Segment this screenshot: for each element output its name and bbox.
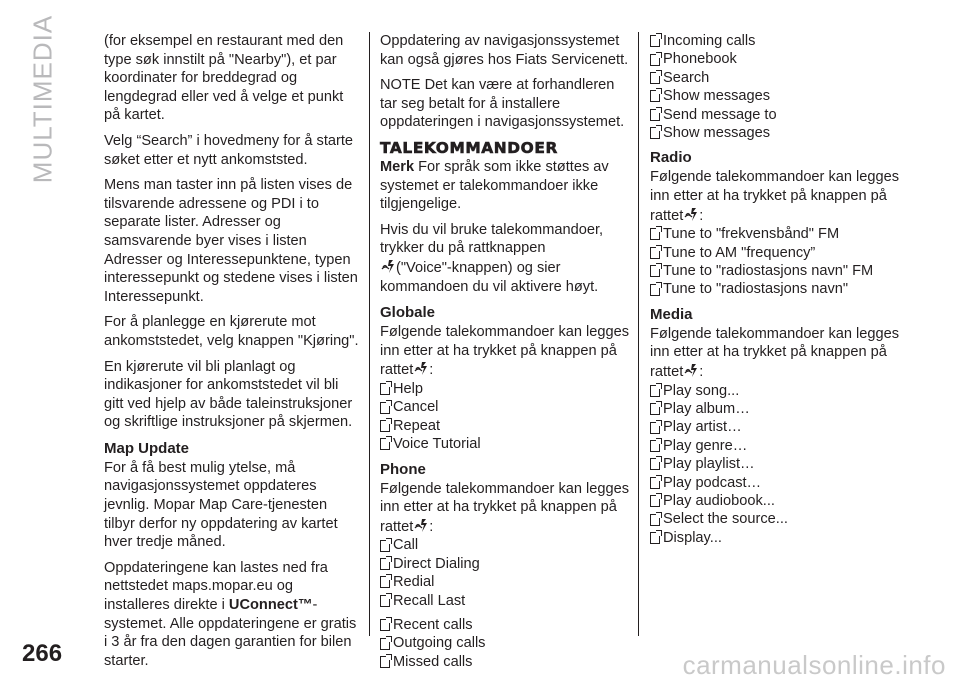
list-item bbox=[380, 555, 634, 573]
command-bullet-icon bbox=[380, 595, 390, 607]
command-text: Play playlist… bbox=[663, 456, 755, 473]
command-bullet-icon bbox=[650, 385, 660, 397]
command-text: Tune to "frekvensbånd" FM bbox=[663, 226, 840, 243]
command-bullet-icon bbox=[650, 422, 660, 434]
command-text: Cancel bbox=[393, 399, 439, 416]
command-text: Play song... bbox=[663, 382, 740, 399]
command-text: Play artist… bbox=[663, 419, 742, 436]
command-bullet-icon bbox=[380, 638, 390, 650]
command-text: Redial bbox=[393, 574, 435, 591]
page-number: 266 bbox=[22, 640, 63, 667]
section-side-label bbox=[6, 14, 80, 184]
list-item bbox=[650, 87, 900, 105]
command-bullet-icon bbox=[650, 35, 660, 47]
command-text: Play podcast… bbox=[663, 474, 762, 491]
paragraph: Mens man taster inn på listen vises de tilsvarende adressene og PDI i to separate lister. Adresser og samsvarende byer vises i listen Adresser og Interessepunktene, typen interessepunkt og stedene vises i listen Interessepunkt. bbox=[104, 177, 358, 305]
section-heading: TALEKOMMANDOER bbox=[380, 138, 558, 157]
column-divider bbox=[638, 32, 639, 636]
command-bullet-icon bbox=[650, 514, 660, 526]
voice-command-icon bbox=[381, 258, 395, 274]
merk-label: Merk bbox=[380, 158, 415, 175]
command-bullet-icon bbox=[380, 383, 390, 395]
command-text: Outgoing calls bbox=[393, 635, 486, 652]
brand-name: UConnect™ bbox=[228, 597, 313, 614]
paragraph: (for eksempel en restaurant med den type søk innstilt på "Nearby"), et par koordinater for breddegrad og lengdegrad eller ved å velge et punkt på kartet. bbox=[104, 33, 344, 124]
command-bullet-icon bbox=[650, 440, 660, 452]
heading-media: Media bbox=[650, 305, 693, 323]
paragraph bbox=[380, 221, 634, 296]
command-text: Show messages bbox=[663, 125, 771, 142]
command-text: Send message to bbox=[663, 106, 777, 123]
command-text: Play genre… bbox=[663, 437, 748, 454]
command-bullet-icon bbox=[380, 540, 390, 552]
command-text: Search bbox=[663, 69, 710, 86]
phone-list-continued bbox=[650, 32, 900, 142]
command-text: Missed calls bbox=[393, 653, 473, 670]
list-item bbox=[650, 382, 900, 400]
heading-phone: Phone bbox=[380, 460, 426, 478]
note-merk bbox=[380, 158, 634, 214]
list-item bbox=[380, 616, 634, 634]
command-bullet-icon bbox=[380, 420, 390, 432]
list-item bbox=[380, 634, 634, 652]
command-text: Repeat bbox=[393, 417, 441, 434]
list-item bbox=[650, 32, 900, 50]
command-text: Tune to AM "frequency” bbox=[663, 244, 816, 261]
media-list bbox=[650, 382, 900, 548]
heading-map-update: Map Update bbox=[104, 439, 190, 457]
command-text: Recall Last bbox=[393, 592, 466, 609]
merk-text: For språk som ikke støttes av systemet er talekommandoer ikke tilgjengelige. bbox=[380, 158, 609, 213]
list-item bbox=[650, 69, 900, 87]
colon: : bbox=[699, 207, 704, 224]
command-text: Incoming calls bbox=[663, 33, 756, 49]
text-run: Hvis du vil bruke talekommandoer, trykker du på rattknappen bbox=[380, 221, 604, 257]
intro-text bbox=[380, 480, 634, 537]
command-bullet-icon bbox=[650, 284, 660, 296]
command-text: Voice Tutorial bbox=[393, 436, 481, 453]
command-text: Play album… bbox=[663, 401, 750, 418]
list-item bbox=[650, 455, 900, 473]
list-item bbox=[650, 492, 900, 510]
command-bullet-icon bbox=[650, 403, 660, 415]
intro-text bbox=[380, 323, 634, 380]
list-item bbox=[650, 244, 900, 262]
intro-globale: Følgende talekommandoer kan legges inn etter at ha trykket på knappen på rattet bbox=[380, 324, 630, 379]
list-item bbox=[380, 653, 634, 671]
column-2 bbox=[380, 32, 634, 677]
command-bullet-icon bbox=[650, 532, 660, 544]
list-item bbox=[380, 592, 634, 610]
list-item bbox=[650, 529, 900, 547]
list-item bbox=[380, 536, 634, 554]
text-run: ("Voice"-knappen) og sier kommandoen du vil aktivere høyt. bbox=[380, 259, 599, 295]
list-item bbox=[650, 474, 900, 492]
command-bullet-icon bbox=[650, 495, 660, 507]
phone-list bbox=[380, 536, 634, 610]
command-bullet-icon bbox=[650, 54, 660, 66]
command-text: Call bbox=[393, 537, 419, 554]
voice-command-icon bbox=[684, 206, 698, 222]
intro-text bbox=[650, 168, 900, 225]
voice-command-icon bbox=[684, 362, 698, 378]
list-item bbox=[380, 380, 634, 398]
colon: : bbox=[429, 518, 434, 535]
side-label-text: MULTIMEDIA bbox=[27, 14, 58, 184]
command-text: Recent calls bbox=[393, 616, 473, 633]
intro-radio: Følgende talekommandoer kan legges inn etter at ha trykket på knappen på rattet bbox=[650, 169, 900, 224]
heading-radio: Radio bbox=[650, 149, 692, 167]
colon: : bbox=[429, 362, 434, 379]
paragraph: En kjørerute vil bli planlagt og indikasjoner for ankomststedet vil bli gitt ved hjelp av både taleinstruksjoner og skriftlige instruksjoner på skjermen. bbox=[104, 358, 353, 431]
command-bullet-icon bbox=[380, 619, 390, 631]
list-item bbox=[380, 573, 634, 591]
list-item bbox=[650, 225, 900, 243]
command-bullet-icon bbox=[650, 265, 660, 277]
column-1 bbox=[104, 32, 360, 677]
command-bullet-icon bbox=[650, 72, 660, 84]
list-item bbox=[650, 418, 900, 436]
command-bullet-icon bbox=[380, 438, 390, 450]
intro-media: Følgende talekommandoer kan legges inn etter at ha trykket på knappen på rattet bbox=[650, 325, 900, 381]
colon: : bbox=[699, 364, 704, 381]
watermark: carmanualsonline.info bbox=[682, 650, 946, 680]
list-item bbox=[380, 435, 634, 453]
command-text: Help bbox=[393, 380, 424, 397]
paragraph: For å planlegge en kjørerute mot ankomststedet, velg knappen "Kjøring". bbox=[104, 314, 359, 349]
command-bullet-icon bbox=[380, 576, 390, 588]
list-item bbox=[650, 106, 900, 124]
list-item bbox=[650, 280, 900, 298]
text-run: - systemet. Alle oppdateringene er gratis i 3 år fra den dagen garantien for bilen starter. bbox=[104, 597, 357, 669]
command-text: Direct Dialing bbox=[393, 555, 480, 572]
paragraph: Oppdatering av navigasjonssystemet kan også gjøres hos Fiats Servicenett. bbox=[380, 33, 629, 68]
note-paragraph: NOTE Det kan være at forhandleren tar seg betalt for å installere oppdateringen i navigasjonssystemet. bbox=[380, 77, 625, 131]
radio-list bbox=[650, 225, 900, 299]
voice-command-icon bbox=[414, 360, 428, 376]
command-bullet-icon bbox=[650, 247, 660, 259]
command-bullet-icon bbox=[650, 458, 660, 470]
list-item bbox=[650, 437, 900, 455]
intro-text bbox=[650, 325, 900, 382]
command-bullet-icon bbox=[380, 656, 390, 668]
command-text: Tune to "radiostasjons navn" bbox=[663, 281, 849, 298]
list-item bbox=[650, 50, 900, 68]
command-bullet-icon bbox=[650, 477, 660, 489]
command-text: Tune to "radiostasjons navn" FM bbox=[663, 263, 874, 280]
command-text: Display... bbox=[663, 529, 722, 546]
command-bullet-icon bbox=[650, 90, 660, 102]
command-bullet-icon bbox=[380, 402, 390, 414]
command-bullet-icon bbox=[380, 558, 390, 570]
intro-phone: Følgende talekommandoer kan legges inn etter at ha trykket på knappen på rattet bbox=[380, 480, 630, 535]
command-text: Show messages bbox=[663, 88, 771, 105]
command-text: Play audiobook... bbox=[663, 493, 775, 510]
command-text: Phonebook bbox=[663, 51, 737, 68]
list-item bbox=[380, 417, 634, 435]
command-bullet-icon bbox=[650, 109, 660, 121]
list-item bbox=[650, 262, 900, 280]
column-divider bbox=[369, 32, 370, 636]
list-item bbox=[650, 124, 900, 142]
paragraph: For å få best mulig ytelse, må navigasjonssystemet oppdateres jevnlig. Mopar Map Care-tjenesten tilbyr derfor ny oppdatering av kartet hver tredje måned. bbox=[104, 459, 338, 551]
phone-list-continued bbox=[380, 616, 634, 671]
command-bullet-icon bbox=[650, 127, 660, 139]
text-run: Oppdateringene kan lastes ned fra nettstedet maps.mopar.eu og installeres direkte i bbox=[104, 559, 328, 614]
command-text: Select the source... bbox=[663, 511, 788, 528]
heading-globale: Globale bbox=[380, 304, 436, 322]
command-bullet-icon bbox=[650, 228, 660, 240]
voice-command-icon bbox=[414, 517, 428, 533]
list-item bbox=[650, 400, 900, 418]
paragraph: Velg “Search” i hovedmeny for å starte søket etter et nytt ankomststed. bbox=[104, 132, 354, 168]
paragraph bbox=[104, 559, 360, 671]
globale-list bbox=[380, 380, 634, 454]
list-item bbox=[380, 398, 634, 416]
column-3 bbox=[650, 32, 900, 553]
list-item bbox=[650, 510, 900, 528]
